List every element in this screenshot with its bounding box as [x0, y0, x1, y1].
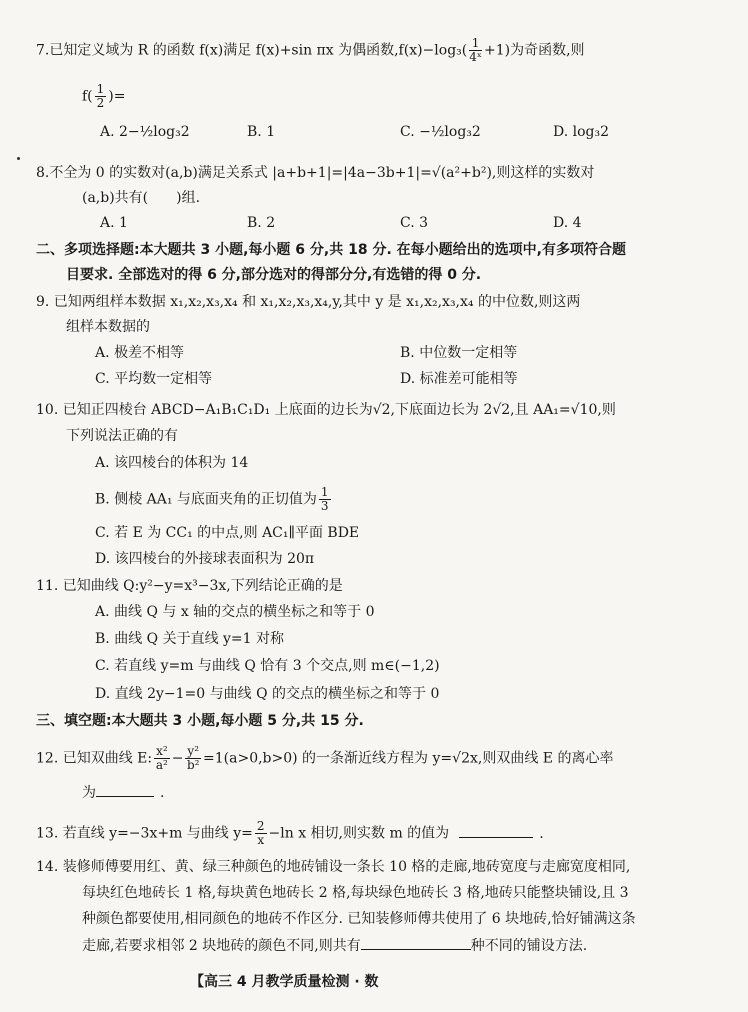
- q10-option-b-fraction: $\frac{1}{3}$: [320, 485, 329, 513]
- section2-heading-line2: 目要求. 全部选对的得 6 分,部分选对的得部分分,有选错的得 0 分.: [66, 267, 482, 283]
- q7-option-a: A. 2−½log₃2: [100, 124, 190, 140]
- q8-option-a: A. 1: [100, 215, 128, 231]
- q11-option-c: C. 若直线 y=m 与曲线 Q 恰有 3 个交点,则 m∈(−1,2): [95, 658, 440, 674]
- q12-stem-line2: 为 .: [82, 782, 164, 803]
- q10-option-a: A. 该四棱台的体积为 14: [95, 455, 249, 471]
- q9-option-c: C. 平均数一定相等: [95, 371, 213, 387]
- q13-answer-blank[interactable]: [459, 823, 533, 838]
- q7-option-c: C. −½log₃2: [400, 124, 481, 140]
- q14-stem-line3: 种颜色都要使用,相同颜色的地砖不作区分. 已知装修师傅共使用了 6 块地砖,恰好铺满这条: [82, 911, 636, 927]
- q9-stem-line2: 组样本数据的: [66, 319, 150, 335]
- q8-stem-line2: (a,b)共有( )组.: [82, 190, 201, 206]
- page-footer: 【高三 4 月教学质量检测 · 数: [190, 974, 379, 990]
- q8-option-c: C. 3: [400, 215, 429, 231]
- q12-stem-line1: 12. 已知双曲线 E: $\frac{\text{x²}}{\text{a²}}$ − $\frac{\text{y²}}{\text{b²}}$ =1(a>0,b>0) 的一条渐近线方程为 y=√2x,则双曲线 E 的离心率: [36, 744, 614, 772]
- q9-option-b: B. 中位数一定相等: [400, 345, 518, 361]
- q8-option-d: D. 4: [553, 215, 582, 231]
- scan-dot: [17, 157, 20, 160]
- q7-half-fraction: $\frac{1}{2}$: [96, 82, 105, 110]
- q11-option-b: B. 曲线 Q 关于直线 y=1 对称: [95, 631, 285, 647]
- q13-stem: 13. 若直线 y=−3x+m 与曲线 y= $\frac{2}{x}$ −ln x 相切,则实数 m 的值为 .: [36, 819, 544, 847]
- q9-stem-line1: 9. 已知两组样本数据 x₁,x₂,x₃,x₄ 和 x₁,x₂,x₃,x₄,y,其中 y 是 x₁,x₂,x₃,x₄ 的中位数,则这两: [36, 294, 581, 310]
- q13-fraction: $\frac{2}{x}$: [256, 819, 265, 847]
- q14-stem-line4: 走廊,若要求相邻 2 块地砖的颜色不同,则共有 种不同的铺设方法.: [82, 935, 587, 956]
- q14-answer-blank[interactable]: [361, 935, 471, 950]
- q11-option-a: A. 曲线 Q 与 x 轴的交点的横坐标之和等于 0: [95, 604, 375, 620]
- q12-fraction-y: $\frac{\text{y²}}{\text{b²}}$: [186, 744, 200, 772]
- q7-fraction: $\frac{1}{\text{4ˣ}}$: [469, 36, 482, 64]
- q11-option-d: D. 直线 2y−1=0 与曲线 Q 的交点的横坐标之和等于 0: [95, 686, 440, 702]
- q12-fraction-x: $\frac{\text{x²}}{\text{a²}}$: [155, 744, 168, 772]
- q8-option-b: B. 2: [247, 215, 276, 231]
- q10-stem-line2: 下列说法正确的有: [66, 428, 178, 444]
- q9-option-a: A. 极差不相等: [95, 345, 185, 361]
- q10-option-c: C. 若 E 为 CC₁ 的中点,则 AC₁∥平面 BDE: [95, 525, 360, 541]
- q10-stem-line1: 10. 已知正四棱台 ABCD−A₁B₁C₁D₁ 上底面的边长为√2,下底面边长为 2√2,且 AA₁=√10,则: [36, 402, 616, 418]
- q9-option-d: D. 标准差可能相等: [400, 371, 518, 387]
- q7-stem-line1: 7.已知定义域为 R 的函数 f(x)满足 f(x)+sin πx 为偶函数,f(x)−log₃( $\frac{1}{\text{4ˣ}}$ +1)为奇函数,则: [36, 36, 585, 64]
- q10-option-b: B. 侧棱 AA₁ 与底面夹角的正切值为 $\frac{1}{3}$: [95, 485, 329, 513]
- section3-heading: 三、填空题:本大题共 3 小题,每小题 5 分,共 15 分.: [36, 713, 364, 729]
- q7-option-b: B. 1: [247, 124, 276, 140]
- q12-answer-blank[interactable]: [96, 782, 154, 797]
- q10-option-d: D. 该四棱台的外接球表面积为 20π: [95, 551, 315, 567]
- q8-stem-line1: 8.不全为 0 的实数对(a,b)满足关系式 |a+b+1|=|4a−3b+1|=√(a²+b²),则这样的实数对: [36, 165, 595, 181]
- section2-heading-line1: 二、多项选择题:本大题共 3 小题,每小题 6 分,共 18 分. 在每小题给出的选项中,有多项符合题: [36, 242, 626, 258]
- q7-option-d: D. log₃2: [553, 124, 610, 140]
- q14-stem-line2: 每块红色地砖长 1 格,每块黄色地砖长 2 格,每块绿色地砖长 3 格,地砖只能整块铺设,且 3: [82, 885, 629, 901]
- q7-stem-line2: f( $\frac{1}{2}$ )=: [82, 82, 126, 110]
- q11-stem: 11. 已知曲线 Q:y²−y=x³−3x,下列结论正确的是: [36, 578, 343, 594]
- q14-stem-line1: 14. 装修师傅要用红、黄、绿三种颜色的地砖铺设一条长 10 格的走廊,地砖宽度与走廊宽度相同,: [36, 859, 631, 875]
